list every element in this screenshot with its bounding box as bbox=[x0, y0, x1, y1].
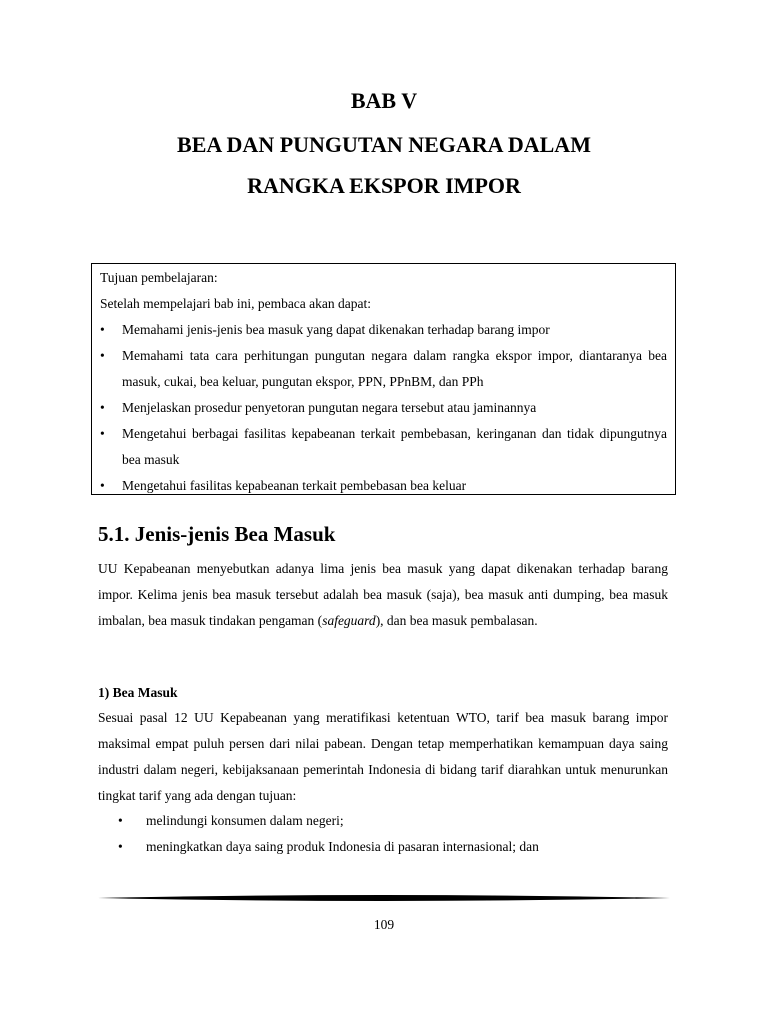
list-item-text: melindungi konsumen dalam negeri; bbox=[146, 813, 344, 828]
intro-text-before: UU Kepabeanan menyebutkan adanya lima jenis bea masuk yang dapat dikenakan terhadap barang impor. Kelima jenis bea masuk tersebut adalah bea masuk (saja), bea masuk anti dumping, bea masuk imbalan, bea masuk tindakan pengaman ( bbox=[98, 561, 668, 628]
chapter-title-line-2: RANGKA EKSPOR IMPOR bbox=[247, 173, 521, 198]
objectives-heading: Tujuan pembelajaran: bbox=[100, 270, 218, 285]
bullet-icon: • bbox=[100, 348, 105, 363]
list-item-text: meningkatkan daya saing produk Indonesia di pasaran internasional; dan bbox=[146, 839, 539, 854]
intro-text-after: ), dan bea masuk pembalasan. bbox=[375, 613, 538, 628]
objective-item bbox=[100, 421, 667, 473]
objective-item bbox=[100, 473, 667, 499]
intro-italic-term: safeguard bbox=[322, 613, 376, 628]
objective-text: Memahami tata cara perhitungan pungutan negara dalam rangka ekspor impor, diantaranya bea masuk, cukai, bea keluar, pungutan ekspor, PPN, PPnBM, dan PPh bbox=[122, 348, 667, 389]
objective-item bbox=[100, 395, 667, 421]
objective-text: Mengetahui fasilitas kepabeanan terkait pembebasan bea keluar bbox=[122, 478, 467, 493]
objective-item bbox=[100, 343, 667, 395]
bullet-icon: • bbox=[118, 813, 123, 828]
purpose-list bbox=[118, 808, 668, 860]
bullet-icon: • bbox=[100, 322, 105, 337]
section-intro-paragraph bbox=[98, 556, 668, 634]
objective-item bbox=[100, 317, 667, 343]
footer-rule-divider bbox=[98, 893, 670, 903]
bullet-icon: • bbox=[100, 478, 105, 493]
section-heading: 5.1. Jenis-jenis Bea Masuk bbox=[98, 522, 336, 546]
list-item bbox=[118, 834, 668, 860]
bullet-icon: • bbox=[118, 839, 123, 854]
subsection-paragraph: Sesuai pasal 12 UU Kepabeanan yang meratifikasi ketentuan WTO, tarif bea masuk barang impor maksimal empat puluh persen dari nilai pabean. Dengan tetap memperhatikan kemampuan daya saing industri dalam negeri, kebijaksanaan pemerintah Indonesia di bidang tarif diarahkan untuk menurunkan tingkat tarif yang ada dengan tujuan: bbox=[98, 710, 668, 803]
bullet-icon: • bbox=[100, 400, 105, 415]
chapter-number: BAB V bbox=[350, 88, 418, 113]
objective-text: Memahami jenis-jenis bea masuk yang dapat dikenakan terhadap barang impor bbox=[122, 322, 550, 337]
objective-text: Mengetahui berbagai fasilitas kepabeanan terkait pembebasan, keringanan dan tidak dipungutnya bea masuk bbox=[122, 426, 667, 467]
page-number: 109 bbox=[373, 917, 395, 932]
bullet-icon: • bbox=[100, 426, 105, 441]
learning-objectives-box bbox=[91, 263, 676, 495]
subsection-heading: 1) Bea Masuk bbox=[98, 685, 178, 700]
objective-text: Menjelaskan prosedur penyetoran pungutan negara tersebut atau jaminannya bbox=[122, 400, 537, 415]
objectives-intro: Setelah mempelajari bab ini, pembaca akan dapat: bbox=[100, 296, 372, 311]
objectives-list bbox=[100, 317, 667, 499]
list-item bbox=[118, 808, 668, 834]
chapter-title-line-1: BEA DAN PUNGUTAN NEGARA DALAM bbox=[177, 132, 591, 157]
